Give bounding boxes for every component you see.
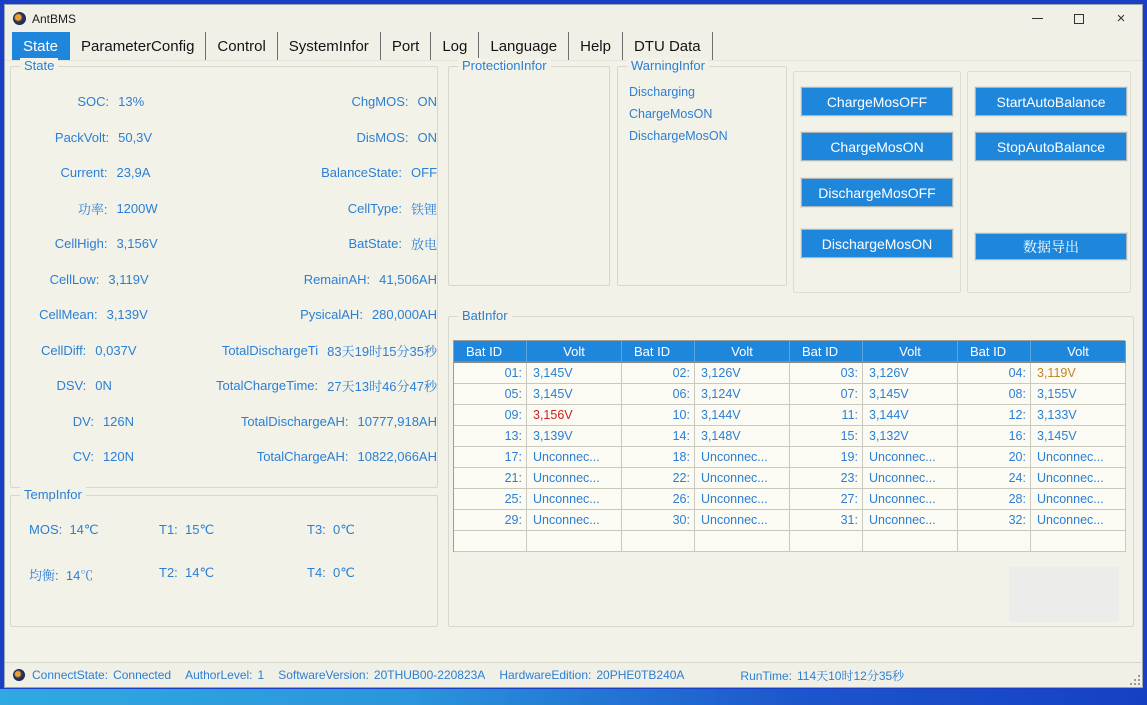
batinfor-group-title: BatInfor: [458, 308, 512, 323]
tab-port[interactable]: Port: [381, 32, 432, 60]
state-label: BatState:: [348, 236, 402, 252]
data-export-button[interactable]: 数据导出: [975, 233, 1127, 260]
state-label: 功率:: [77, 201, 108, 217]
bat-table-header: Bat ID: [454, 341, 527, 363]
menu-bar: [5, 32, 1142, 61]
tab-dtu-data[interactable]: DTU Data: [623, 32, 713, 60]
state-row: [11, 191, 437, 227]
bat-id-cell: 03:: [790, 363, 863, 384]
state-grid: [11, 67, 437, 475]
bat-volt-cell: Unconnec...: [1031, 489, 1126, 510]
state-value: ON: [417, 94, 438, 110]
protectioninfor-group-title: ProtectionInfor: [458, 58, 551, 73]
state-label: SOC:: [77, 94, 110, 110]
bat-volt-cell: 3,155V: [1031, 384, 1126, 405]
temp-item: [159, 565, 307, 608]
state-value: 3,119V: [108, 271, 149, 287]
bat-id-cell: 13:: [454, 426, 527, 447]
bat-empty-cell: [454, 531, 527, 552]
status-label: SoftwareVersion:: [278, 668, 369, 682]
state-row: [11, 84, 437, 120]
bat-id-cell: 18:: [622, 447, 695, 468]
bat-id-cell: 02:: [622, 363, 695, 384]
bat-id-cell: 05:: [454, 384, 527, 405]
temp-value: 14℃: [185, 565, 215, 580]
state-label: PackVolt:: [54, 129, 110, 145]
status-label: ConnectState:: [32, 668, 109, 682]
status-softwareversion: [278, 668, 485, 682]
bat-id-cell: 20:: [958, 447, 1031, 468]
status-value: 20THUB00-220823A: [373, 668, 486, 682]
bat-table-header: Bat ID: [958, 341, 1031, 363]
state-value: OFF: [411, 165, 438, 181]
app-window: [4, 4, 1143, 688]
bat-volt-cell: 3,144V: [695, 405, 790, 426]
warning-item: Discharging: [629, 85, 696, 99]
close-icon: ×: [1116, 10, 1126, 27]
bat-id-cell: 27:: [790, 489, 863, 510]
bat-empty-cell: [863, 531, 958, 552]
warninginfor-group-title: WarningInfor: [627, 58, 709, 73]
bat-id-cell: 29:: [454, 510, 527, 531]
state-row: [11, 155, 437, 191]
tempinfor-group: [10, 487, 438, 627]
bat-id-cell: 10:: [622, 405, 695, 426]
bat-volt-cell: Unconnec...: [863, 489, 958, 510]
state-row: [11, 333, 437, 369]
state-row: [11, 226, 437, 262]
bat-id-cell: 17:: [454, 447, 527, 468]
temp-value: 14℃: [65, 568, 94, 583]
resize-grip[interactable]: [1128, 673, 1140, 685]
state-label: CellType:: [347, 200, 402, 216]
bat-id-cell: 28:: [958, 489, 1031, 510]
bat-empty-cell: [958, 531, 1031, 552]
state-row: [11, 297, 437, 333]
tab-state[interactable]: State: [12, 32, 70, 60]
bat-volt-cell: 3,145V: [1031, 426, 1126, 447]
bat-id-cell: 32:: [958, 510, 1031, 531]
temp-label: MOS:: [29, 522, 70, 537]
bat-id-cell: 22:: [622, 468, 695, 489]
bat-id-cell: 09:: [454, 405, 527, 426]
bat-volt-cell: 3,145V: [863, 384, 958, 405]
bat-table-header: Bat ID: [622, 341, 695, 363]
state-label: TotalChargeTime:: [216, 378, 319, 394]
minimize-icon: [1032, 18, 1043, 19]
bat-volt-cell: Unconnec...: [527, 489, 622, 510]
bat-volt-cell: Unconnec...: [695, 489, 790, 510]
desktop-background: [0, 689, 1147, 705]
state-row: [11, 262, 437, 298]
bat-id-cell: 06:: [622, 384, 695, 405]
bat-volt-cell: Unconnec...: [695, 510, 790, 531]
temp-value: 14℃: [69, 522, 99, 537]
state-row: [11, 404, 437, 440]
status-value: Connected: [113, 668, 172, 682]
bat-id-cell: 30:: [622, 510, 695, 531]
bat-table-header: Volt: [695, 341, 790, 363]
state-label: Current:: [60, 165, 108, 181]
state-label: DisMOS:: [356, 129, 409, 145]
bat-table-header: Volt: [527, 341, 622, 363]
bat-id-cell: 11:: [790, 405, 863, 426]
state-group: [10, 58, 438, 488]
state-label: PysicalAH:: [300, 307, 363, 323]
bat-id-cell: 04:: [958, 363, 1031, 384]
tempinfor-group-title: TempInfor: [20, 487, 86, 502]
bat-volt-cell: Unconnec...: [695, 447, 790, 468]
bat-empty-cell: [527, 531, 622, 552]
state-label: CellMean:: [39, 307, 98, 323]
status-connectstate: [32, 668, 171, 682]
bat-table: [453, 340, 1125, 552]
state-value: 50,3V: [118, 129, 153, 145]
bat-id-cell: 15:: [790, 426, 863, 447]
maximize-button[interactable]: [1058, 5, 1100, 32]
title-bar: [5, 5, 1142, 32]
state-value: 1200W: [116, 200, 158, 216]
temp-value: 0℃: [333, 522, 355, 537]
bat-volt-cell: 3,119V: [1031, 363, 1126, 384]
state-value: 放电: [410, 237, 437, 253]
state-value: 铁锂: [410, 201, 437, 217]
discharge-mos-on-button[interactable]: DischargeMosON: [801, 229, 953, 258]
mos-button-group: [793, 71, 961, 293]
bat-volt-cell: Unconnec...: [1031, 468, 1126, 489]
status-label: RunTime:: [740, 668, 792, 683]
protectioninfor-group: [448, 58, 610, 286]
status-bar: [5, 662, 1142, 687]
bat-volt-cell: Unconnec...: [1031, 447, 1126, 468]
app-logo-icon: [13, 12, 26, 25]
bat-volt-cell: 3,145V: [527, 384, 622, 405]
state-value: 120N: [102, 449, 135, 465]
temp-grid: [11, 496, 437, 608]
state-row: [11, 439, 437, 475]
state-value: 13%: [118, 94, 145, 110]
state-value: 0N: [95, 378, 112, 394]
state-value: 10777,918AH: [357, 413, 437, 429]
bat-empty-cell: [1031, 531, 1126, 552]
window-controls: [1016, 5, 1142, 32]
bat-table-header: Volt: [863, 341, 958, 363]
state-row: [11, 368, 437, 404]
bat-volt-cell: 3,156V: [527, 405, 622, 426]
state-label: DV:: [72, 413, 94, 429]
charge-mos-on-button[interactable]: ChargeMosON: [801, 132, 953, 161]
state-label: TotalDischargeAH:: [240, 413, 349, 429]
state-label: BalanceState:: [321, 165, 403, 181]
start-auto-balance-button[interactable]: StartAutoBalance: [975, 87, 1127, 116]
bat-empty-cell: [790, 531, 863, 552]
bat-id-cell: 19:: [790, 447, 863, 468]
bat-volt-cell: Unconnec...: [527, 510, 622, 531]
temp-item: [307, 565, 355, 608]
state-label: TotalChargeAH:: [256, 449, 349, 465]
temp-label: T3:: [307, 522, 334, 537]
bat-id-cell: 23:: [790, 468, 863, 489]
warning-item: ChargeMosON: [629, 107, 713, 121]
bat-id-cell: 14:: [622, 426, 695, 447]
tab-help[interactable]: Help: [569, 32, 623, 60]
state-value: 126N: [102, 413, 135, 429]
state-value: 3,156V: [116, 236, 158, 252]
bat-volt-cell: Unconnec...: [527, 468, 622, 489]
tab-language[interactable]: Language: [479, 32, 569, 60]
temp-item: [29, 565, 159, 608]
bat-volt-cell: 3,144V: [863, 405, 958, 426]
bat-id-cell: 24:: [958, 468, 1031, 489]
status-value: 114天10时12分35秒: [797, 668, 905, 683]
state-label: TotalDischargeTi: [221, 342, 319, 358]
status-authorlevel: [185, 668, 264, 682]
bat-volt-cell: Unconnec...: [527, 447, 622, 468]
state-value: 0,037V: [95, 342, 137, 358]
status-hardwareedition: [499, 668, 684, 682]
bat-volt-cell: Unconnec...: [695, 468, 790, 489]
temp-item: [307, 522, 355, 565]
bat-volt-cell: Unconnec...: [863, 468, 958, 489]
state-label: CellHigh:: [54, 236, 108, 252]
close-button[interactable]: [1100, 5, 1142, 32]
state-label: RemainAH:: [303, 271, 371, 287]
state-value: ON: [417, 129, 438, 145]
bat-volt-cell: 3,124V: [695, 384, 790, 405]
tab-log[interactable]: Log: [431, 32, 479, 60]
state-group-title: State: [20, 58, 58, 73]
state-value: 41,506AH: [379, 271, 437, 287]
warning-list: [618, 67, 786, 147]
tab-control[interactable]: Control: [206, 32, 277, 60]
bat-volt-cell: 3,126V: [695, 363, 790, 384]
bat-empty-cell: [695, 531, 790, 552]
status-value: 20PHE0TB240A: [596, 668, 685, 682]
blank-panel: [1009, 567, 1119, 622]
temp-item: [29, 522, 159, 565]
batinfor-group: [448, 308, 1134, 627]
bat-id-cell: 01:: [454, 363, 527, 384]
tab-systeminfor[interactable]: SystemInfor: [278, 32, 381, 60]
temp-label: 均衡:: [29, 568, 66, 583]
maximize-icon: [1074, 14, 1084, 24]
bat-volt-cell: 3,139V: [527, 426, 622, 447]
temp-value: 0℃: [333, 565, 355, 580]
charge-mos-off-button[interactable]: ChargeMosOFF: [801, 87, 953, 116]
bat-table-header: Bat ID: [790, 341, 863, 363]
bat-id-cell: 07:: [790, 384, 863, 405]
bat-id-cell: 16:: [958, 426, 1031, 447]
bat-id-cell: 26:: [622, 489, 695, 510]
state-label: ChgMOS:: [351, 94, 409, 110]
bat-id-cell: 08:: [958, 384, 1031, 405]
balance-button-group: [967, 71, 1131, 293]
window-title: AntBMS: [32, 11, 77, 26]
bat-id-cell: 21:: [454, 468, 527, 489]
state-label: CV:: [72, 449, 94, 465]
state-value: 280,000AH: [371, 307, 437, 323]
bat-table-header: Volt: [1031, 341, 1126, 363]
bat-volt-cell: Unconnec...: [1031, 510, 1126, 531]
tab-parameterconfig[interactable]: ParameterConfig: [70, 32, 206, 60]
bat-id-cell: 31:: [790, 510, 863, 531]
discharge-mos-off-button[interactable]: DischargeMosOFF: [801, 178, 953, 207]
bat-volt-cell: Unconnec...: [863, 447, 958, 468]
temp-label: T4:: [307, 565, 334, 580]
temp-label: T2:: [159, 565, 186, 580]
temp-item: [159, 522, 307, 565]
state-label: CellLow:: [49, 271, 100, 287]
warning-item: DischargeMosON: [629, 129, 728, 143]
bat-volt-cell: 3,145V: [527, 363, 622, 384]
state-value: 83天19时15分35秒: [327, 343, 437, 359]
bat-volt-cell: 3,148V: [695, 426, 790, 447]
temp-label: T1:: [159, 522, 186, 537]
bat-volt-cell: Unconnec...: [863, 510, 958, 531]
warninginfor-group: [617, 58, 787, 286]
bat-volt-cell: 3,132V: [863, 426, 958, 447]
bat-volt-cell: 3,126V: [863, 363, 958, 384]
status-label: AuthorLevel:: [185, 668, 253, 682]
temp-row: [29, 565, 437, 608]
bat-id-cell: 12:: [958, 405, 1031, 426]
temp-value: 15℃: [185, 522, 215, 537]
status-runtime: [740, 667, 904, 684]
state-label: CellDiff:: [41, 342, 87, 358]
status-value: 1: [257, 668, 265, 682]
state-row: [11, 120, 437, 156]
bat-id-cell: 25:: [454, 489, 527, 510]
bat-volt-cell: 3,133V: [1031, 405, 1126, 426]
minimize-button[interactable]: [1016, 5, 1058, 32]
status-logo-icon: [13, 669, 25, 681]
status-label: HardwareEdition:: [499, 668, 592, 682]
bat-empty-cell: [622, 531, 695, 552]
stop-auto-balance-button[interactable]: StopAutoBalance: [975, 132, 1127, 161]
temp-row: [29, 522, 437, 565]
state-label: DSV:: [56, 378, 87, 394]
state-value: 27天13时46分47秒: [327, 379, 437, 395]
state-value: 23,9A: [116, 165, 151, 181]
state-value: 10822,066AH: [357, 449, 437, 465]
state-value: 3,139V: [106, 307, 148, 323]
